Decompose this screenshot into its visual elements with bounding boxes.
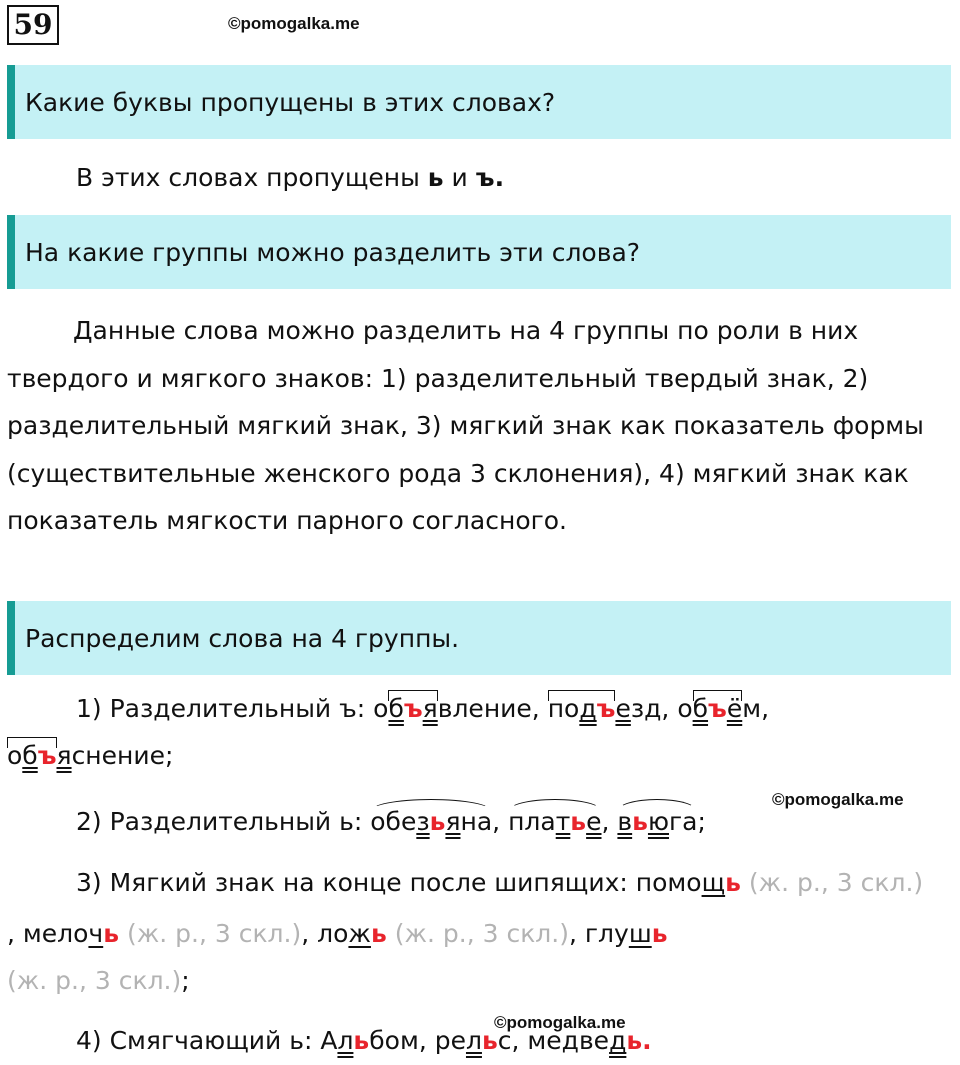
note-1: (ж. р., 3 скл.) — [748, 868, 924, 897]
question-3: Распределим слова на 4 группы. — [25, 623, 460, 653]
question-1: Какие буквы пропущены в этих словах? — [25, 87, 556, 117]
group-4-line: 4) Смягчающий ь: Альбом, рельс, медведь. — [76, 1026, 652, 1055]
word-meloch: мелочь — [22, 919, 120, 948]
question-2: На какие группы можно разделить эти слова? — [25, 237, 641, 267]
note-4: (ж. р., 3 скл.) — [7, 966, 182, 995]
group-3-line-3: (ж. р., 3 скл.); — [7, 966, 190, 995]
word-obyom: объём — [677, 694, 762, 723]
group-2-line: 2) Разделительный ь: обезьяна, платье, вьюга; — [76, 807, 706, 836]
watermark-bottom: ©pomogalka.me — [494, 1013, 626, 1032]
exercise-number: 59 — [7, 5, 59, 45]
question-bar-3 — [7, 601, 951, 675]
answer-1: В этих словах пропущены ь и ъ. — [76, 163, 505, 192]
word-glush: глушь — [584, 919, 668, 948]
note-2: (ж. р., 3 скл.) — [126, 919, 302, 948]
word-lozh: ложь — [317, 919, 387, 948]
word-platye: платье — [508, 807, 602, 836]
group-1-line-2: объяснение; — [7, 741, 174, 770]
question-bar-1 — [7, 65, 951, 139]
note-3: (ж. р., 3 скл.) — [394, 919, 569, 948]
watermark-top: ©pomogalka.me — [228, 14, 360, 33]
group-3-line-1: 3) Мягкий знак на конце после шипящих: помощь (ж. р., 3 скл.) — [76, 868, 924, 897]
word-obezyana: обезьяна — [370, 807, 493, 836]
word-obyasnenie: объяснение — [7, 741, 166, 770]
group-1-line-1: 1) Разделительный ъ: объявление, подъезд, объём, — [76, 694, 770, 723]
word-vyuga: вьюга — [617, 807, 698, 836]
watermark-middle: ©pomogalka.me — [772, 790, 904, 809]
word-pomosch: помощь — [635, 868, 741, 897]
answer-2: Данные слова можно разделить на 4 группы по роли в них твердого и мягкого знаков: 1) разделительный твердый знак, 2) разделительный мягкий знак, 3) мягкий знак как показатель формы (существительные женского рода 3 склонения), 4) мягкий знак как показатель мягкости парного согласного. — [7, 316, 924, 536]
word-podezd: подъезд — [547, 694, 662, 723]
word-albom: Альбом — [320, 1026, 419, 1055]
word-rels: рельс — [434, 1026, 512, 1055]
question-bar-2 — [7, 215, 951, 289]
word-medved: медведь — [527, 1026, 643, 1055]
word-obyavlenie: объявление — [373, 694, 532, 723]
group-3-line-2: , мелочь (ж. р., 3 скл.), ложь (ж. р., 3 скл.), глушь — [7, 919, 668, 948]
